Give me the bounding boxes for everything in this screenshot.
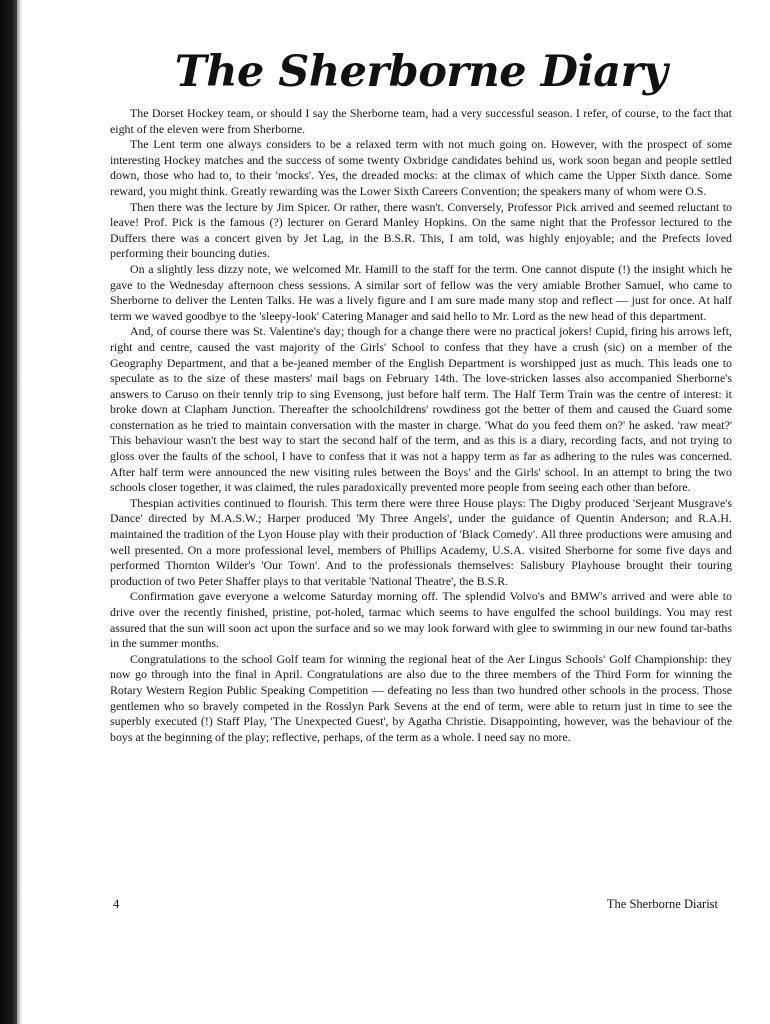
paragraph-confirmation: Confirmation gave everyone a welcome Saturday morning off. The splendid Volvo's and BMW's arrived and were able to drive over the recently finished, pristine, pot-holed, tarmac which seems to have engulfed the school buildings. You may rest assured that the sun will soon act upon the surface and so we may look forward with glee to swimming in our new found tar-baths in the summer months. — [110, 589, 732, 651]
page-content — [110, 44, 732, 745]
running-title: The Sherborne Diarist — [606, 897, 718, 911]
book-spine-edge — [17, 0, 22, 1024]
paragraph-thespian: Thespian activities continued to flourish. This term there were three House plays: The Digby produced 'Serjeant Musgrave's Dance' directed by M.A.S.W.; Harper produced 'My Three Angels', under the guidance of Quentin Anderson; and R.A.H. maintained the tradition of the Lyon House play with their production of 'Black Comedy'. All three productions were amusing and well presented. On a more professional level, members of Phillips Academy, U.S.A. visited Sherborne for some five days and performed Thornton Wilder's 'Our Town'. And to the professionals themselves: Salisbury Playhouse brought their touring production of two Peter Shaffer plays to that veritable 'National Theatre', the B.S.R. — [110, 495, 732, 588]
article-body — [110, 106, 732, 745]
paragraph-hockey: The Dorset Hockey team, or should I say the Sherborne team, had a very successful season. I refer, of course, to the fact that eight of the eleven were from Sherborne. — [110, 106, 732, 136]
paragraph-lecture: Then there was the lecture by Jim Spicer. Or rather, there wasn't. Conversely, Professor Pick arrived and seemed reluctant to leave! Prof. Pick is the famous (?) lecturer on Gerard Manley Hopkins. On the same night that the Professor lectured to the Duffers there was a concert given by Jet Lag, in the B.S.R. This, I am told, was highly enjoyable; and the Prefects loved performing their bouncing duties. — [110, 199, 732, 261]
page-title: The Sherborne Diary — [174, 47, 668, 97]
paragraph-congratulations: Congratulations to the school Golf team for winning the regional heat of the Aer Lingus Schools' Golf Championship: they now go through into the final in April. Congratulations are also due to the three members of the Third Form for winning the Rotary Western Region Public Speaking Competition — defeating no less than two hundred other schools in the process. Those gentlemen who so bravely competed in the Rosslyn Park Sevens at the end of term, were able to return just in time to see the superbly executed (!) Staff Play, 'The Unexpected Guest', by Agatha Christie. Disappointing, however, was the behaviour of the boys at the beginning of the play; reflective, perhaps, of the term as a whole. I need say no more. — [110, 651, 732, 744]
page-number: 4 — [113, 897, 120, 911]
paragraph-lent-term: The Lent term one always considers to be a relaxed term with not much going on. However, with the prospect of some interesting Hockey matches and the success of some twenty Oxbridge candidates behind us, work soon began and people settled down, those who had to, to their 'mocks'. Yes, the dreaded mocks: at the climax of which came the Upper Sixth dance. Some reward, you might think. Greatly rewarding was the Lower Sixth Careers Convention; the speakers many of whom were O.S. — [110, 137, 732, 198]
paragraph-valentines: And, of course there was St. Valentine's day; though for a change there were no practical jokers! Cupid, firing his arrows left, right and centre, caused the vast majority of the Girls' School to confess that they have a crush (sic) on a member of the Geography Department, and that a be-jeaned member of the English Department is worshipped just as much. This leads one to speculate as to the size of these masters' mail bags on February 14th. The love-stricken lasses also accompanied Sherborne's answers to Caruso on their tennly trip to sing Evensong, just before half term. The Half Term Train was the centre of interest: it broke down at Clapham Junction. Thereafter the schoolchildrens' rowdiness got the better of them and caused the Guard some consternation as he tried to maintain conversation with the master in charge. 'What do you feed them on?' he asked. 'raw meat?' This behaviour wasn't the best way to start the second half of the term, and as this is a diary, recording facts, and not trying to gloss over the faults of the school, I have to confess that it was not a happy term as far as adhering to the rules was concerned. After half term were announced the new visiting rules between the Boys' and the Girls' school. In an attempt to bring the two schools closer together, it was claimed, the rules paradoxically prevented more people from seeing each other than before. — [110, 324, 732, 495]
paragraph-staff: On a slightly less dizzy note, we welcomed Mr. Hamill to the staff for the term. One cannot dispute (!) the insight which he gave to the Wednesday afternoon chess sessions. A similar sort of fellow was the very amiable Brother Samuel, who came to Sherborne to deliver the Lenten Talks. He was a lively figure and I am sure made many stop and reflect — just for once. At half term we waved goodbye to the 'sleepy-look' Catering Manager and said hello to Mr. Lord as the new head of this department. — [110, 261, 732, 323]
book-spine-shadow — [0, 0, 17, 1024]
